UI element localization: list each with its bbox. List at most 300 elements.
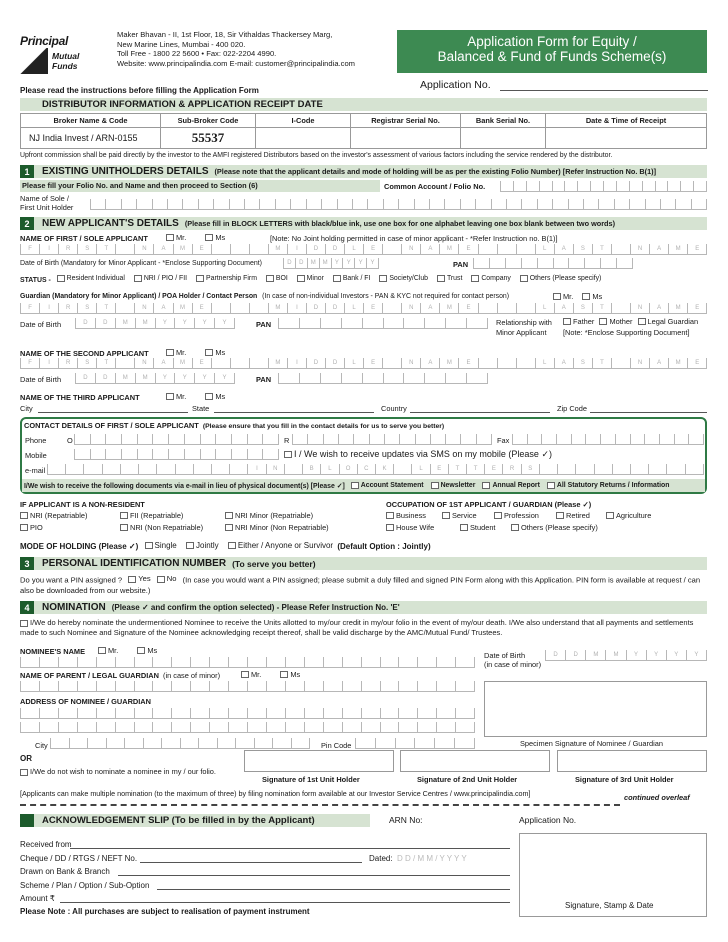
char-box: [255, 738, 274, 749]
char-box: C: [358, 464, 376, 475]
char-box: E: [459, 303, 478, 314]
nominee-ms-checkbox[interactable]: Ms: [137, 646, 157, 655]
ack-drawn-field[interactable]: [118, 875, 510, 876]
char-box: [231, 303, 250, 314]
char-box: L: [536, 303, 555, 314]
parent-name-field[interactable]: [20, 681, 475, 692]
char-box: [116, 681, 135, 692]
third-ms-checkbox[interactable]: Ms: [205, 392, 225, 401]
nominee-dob-field[interactable]: [545, 650, 707, 661]
distributor-heading: DISTRIBUTOR INFORMATION & APPLICATION RECEIPT DATE: [20, 98, 707, 111]
char-box: Y: [215, 373, 235, 384]
char-box: R: [59, 358, 78, 369]
char-box: E: [688, 303, 707, 314]
parent-mr-checkbox[interactable]: Mr.: [241, 670, 261, 679]
col-broker: Broker Name & Code: [21, 114, 161, 127]
char-box: I: [40, 303, 59, 314]
logo-mutual: Mutual: [52, 51, 80, 61]
char-box: M: [669, 303, 688, 314]
char-box: Y: [647, 650, 667, 661]
doc-newsletter[interactable]: Newsletter: [431, 482, 476, 489]
mobile-field[interactable]: [74, 449, 279, 460]
country-label: Country: [381, 404, 407, 413]
section-2-heading: 2 NEW APPLICANT'S DETAILS (Please fill in BLOCK LETTERS with black/blue ink, use one box for one alphabet leaving one box blank between two words): [20, 217, 707, 230]
status-partnership[interactable]: Partnership Firm: [196, 275, 257, 282]
char-box: [286, 722, 305, 733]
char-box: [40, 722, 59, 733]
char-box: D: [566, 650, 586, 661]
sig2-label: Signature of 2nd Unit Holder: [417, 775, 518, 784]
second-mr-checkbox[interactable]: Mr.: [166, 348, 186, 357]
char-box: D: [96, 373, 116, 384]
application-no-field[interactable]: [500, 90, 708, 91]
signature-box-3[interactable]: [557, 750, 707, 772]
rel-mother[interactable]: Mother: [599, 317, 632, 326]
ack-amount-field[interactable]: [60, 902, 510, 903]
char-box: R: [59, 303, 78, 314]
char-box: M: [440, 303, 459, 314]
char-box: I: [288, 303, 307, 314]
char-box: I: [40, 244, 59, 255]
char-box: M: [116, 373, 136, 384]
char-box: Y: [195, 373, 215, 384]
char-box: D: [307, 244, 326, 255]
ack-received-field[interactable]: [70, 848, 510, 849]
char-box: [343, 681, 362, 692]
char-box: [285, 464, 303, 475]
nominee-city-field[interactable]: [50, 738, 310, 749]
char-box: [286, 657, 305, 668]
char-box: N: [135, 303, 154, 314]
char-box: A: [154, 358, 173, 369]
company-address: [117, 30, 355, 68]
char-box: [218, 738, 237, 749]
multiple-nomination-note: [Applicants can make multiple nomination (to the maximum of three) by filing nomination form available at our Investor Service Centres / www.principalindia.com]: [20, 789, 531, 798]
char-box: N: [631, 244, 650, 255]
status-resident[interactable]: Resident Individual: [57, 275, 125, 282]
char-box: [172, 722, 191, 733]
char-box: D: [283, 258, 296, 269]
char-box: A: [421, 244, 440, 255]
char-box: [210, 722, 229, 733]
char-box: S: [574, 244, 593, 255]
nri-non-repatriable[interactable]: NRI (Non Repatriable): [120, 523, 203, 532]
char-box: [20, 722, 40, 733]
status-trust[interactable]: Trust: [437, 275, 462, 282]
char-box: D: [545, 650, 566, 661]
char-box: [286, 708, 305, 719]
sole-holder-name-field[interactable]: [90, 199, 707, 210]
char-box: [517, 244, 536, 255]
email-field[interactable]: [47, 464, 704, 475]
occ-others[interactable]: Others (Please specify): [511, 523, 598, 532]
nri-minor-repatriable[interactable]: NRI Minor (Repatriable): [225, 511, 313, 520]
char-box: [199, 738, 218, 749]
occ-housewife[interactable]: House Wife: [386, 523, 434, 532]
second-dob-label: Date of Birth: [20, 375, 62, 384]
char-box: [456, 722, 475, 733]
char-box: [558, 464, 576, 475]
char-box: [210, 657, 229, 668]
status-minor[interactable]: Minor: [297, 275, 324, 282]
rel-legal-guardian[interactable]: Legal Guardian: [638, 317, 699, 326]
char-box: [229, 681, 248, 692]
first-ms-checkbox[interactable]: Ms: [205, 233, 225, 242]
char-box: A: [421, 303, 440, 314]
char-box: M: [174, 244, 193, 255]
occ-service[interactable]: Service: [442, 511, 477, 520]
nominate-checkbox[interactable]: [20, 620, 28, 627]
specimen-signature-box[interactable]: [484, 681, 707, 737]
holding-either[interactable]: Either / Anyone or Survivor: [228, 541, 333, 550]
broker-value[interactable]: NJ India Invest / ARN-0155: [21, 128, 161, 148]
status-boi[interactable]: BOI: [266, 275, 288, 282]
char-box: D: [307, 303, 326, 314]
third-applicant-label: NAME OF THE THIRD APPLICANT: [20, 393, 140, 402]
guardian-ms-checkbox[interactable]: Ms: [582, 292, 602, 301]
char-box: [343, 722, 362, 733]
char-box: [649, 464, 667, 475]
ack-app-no-label: Application No.: [519, 815, 577, 825]
logo: [20, 34, 98, 76]
char-box: D: [96, 318, 116, 329]
char-box: M: [174, 358, 193, 369]
holding-single[interactable]: Single: [145, 541, 177, 550]
char-box: [88, 738, 107, 749]
char-box: [47, 464, 66, 475]
char-box: Y: [195, 318, 215, 329]
char-box: M: [269, 358, 288, 369]
nri-title: IF APPLICANT IS A NON-RESIDENT: [20, 500, 145, 509]
char-box: [84, 464, 102, 475]
occ-profession[interactable]: Profession: [494, 511, 539, 520]
second-applicant-name-field[interactable]: [20, 358, 707, 369]
char-box: I: [288, 244, 307, 255]
char-box: [70, 738, 89, 749]
char-box: [479, 244, 498, 255]
char-box: [20, 657, 40, 668]
ack-dated-label: Dated:: [369, 854, 393, 863]
phone-office-label: O: [67, 436, 73, 445]
char-box: [394, 464, 412, 475]
char-box: A: [650, 358, 669, 369]
guardian-dob-label: Date of Birth: [20, 320, 62, 329]
char-box: [135, 681, 154, 692]
holding-jointly[interactable]: Jointly: [186, 541, 219, 550]
nominee-name-field[interactable]: [20, 657, 475, 668]
char-box: N: [402, 244, 421, 255]
guardian-pan-field[interactable]: [278, 318, 488, 329]
guardian-mr-checkbox[interactable]: Mr.: [553, 292, 573, 301]
char-box: T: [593, 358, 612, 369]
char-box: [437, 657, 456, 668]
char-box: [157, 464, 175, 475]
first-dob-field[interactable]: [283, 258, 379, 269]
section-4-heading: 4 NOMINATION (Please ✓ and confirm the option selected) - Please Refer Instruction No. 'E': [20, 601, 707, 614]
char-box: T: [97, 244, 116, 255]
char-box: [191, 722, 210, 733]
ack-date-field[interactable]: D D / M M / Y Y Y Y: [397, 854, 467, 863]
char-box: [498, 303, 517, 314]
phone-res-field[interactable]: [292, 434, 492, 445]
signature-box-2[interactable]: [400, 750, 550, 772]
char-box: [40, 681, 59, 692]
occ-agriculture[interactable]: Agriculture: [606, 511, 651, 520]
char-box: [456, 708, 475, 719]
occ-student[interactable]: Student: [460, 523, 495, 532]
city-label: City: [20, 404, 33, 413]
char-box: T: [593, 244, 612, 255]
char-box: [78, 708, 97, 719]
char-box: [418, 708, 437, 719]
doc-statutory[interactable]: All Statutory Returns / Information: [547, 482, 670, 489]
ack-cheque-label: Cheque / DD / RTGS / NEFT No.: [20, 854, 138, 863]
char-box: [78, 681, 97, 692]
char-box: [381, 708, 400, 719]
char-box: [66, 464, 84, 475]
char-box: [517, 303, 536, 314]
char-box: M: [440, 358, 459, 369]
pin-no[interactable]: No: [157, 574, 177, 584]
char-box: Y: [687, 650, 707, 661]
char-box: [437, 708, 456, 719]
pin-yes[interactable]: Yes: [128, 574, 150, 584]
bank-serial-field[interactable]: [461, 128, 546, 148]
char-box: Y: [343, 258, 355, 269]
occ-business[interactable]: Business: [386, 511, 426, 520]
nri-minor-non-repatriable[interactable]: NRI Minor (Non Repatriable): [225, 523, 329, 532]
char-box: E: [193, 303, 212, 314]
first-applicant-name-field[interactable]: [20, 244, 707, 255]
char-box: [418, 657, 437, 668]
char-box: N: [135, 358, 154, 369]
char-box: [116, 303, 135, 314]
state-field[interactable]: [214, 412, 374, 413]
ack-received-label: Received from: [20, 840, 72, 849]
char-box: E: [688, 358, 707, 369]
char-box: Y: [156, 373, 176, 384]
char-box: Y: [667, 650, 687, 661]
char-box: [116, 657, 135, 668]
ack-heading: ACKNOWLEDGEMENT SLIP (To be filled in by the Applicant): [20, 814, 370, 827]
sig1-label: Signature of 1st Unit Holder: [262, 775, 360, 784]
char-box: M: [308, 258, 320, 269]
char-box: R: [503, 464, 521, 475]
char-box: O: [340, 464, 358, 475]
char-box: [250, 303, 269, 314]
char-box: [194, 464, 212, 475]
state-label: State: [192, 404, 210, 413]
signature-box-1[interactable]: [244, 750, 394, 772]
char-box: [97, 722, 116, 733]
char-box: [116, 722, 135, 733]
sole-holder-label: Name of Sole / First Unit Holder: [20, 194, 74, 212]
char-box: M: [320, 258, 332, 269]
char-box: E: [193, 358, 212, 369]
char-box: [437, 722, 456, 733]
char-box: [612, 244, 631, 255]
receipt-date-field[interactable]: [546, 128, 706, 148]
char-box: T: [467, 464, 485, 475]
registrar-field[interactable]: [351, 128, 461, 148]
char-box: T: [593, 303, 612, 314]
char-box: S: [78, 244, 97, 255]
char-box: E: [364, 303, 383, 314]
char-box: M: [669, 244, 688, 255]
char-box: [210, 681, 229, 692]
first-mr-checkbox[interactable]: Mr.: [166, 233, 186, 242]
ack-cheque-field[interactable]: [140, 862, 362, 863]
char-box: D: [326, 303, 345, 314]
char-box: [383, 358, 402, 369]
third-mr-checkbox[interactable]: Mr.: [166, 392, 186, 401]
nominee-mr-checkbox[interactable]: Mr.: [98, 646, 118, 655]
char-box: A: [650, 303, 669, 314]
char-box: M: [586, 650, 606, 661]
char-box: [229, 708, 248, 719]
char-box: [399, 708, 418, 719]
guardian-dob-field[interactable]: [75, 318, 235, 329]
country-field[interactable]: [410, 412, 550, 413]
second-pan-field[interactable]: [278, 373, 488, 384]
char-box: [576, 464, 594, 475]
char-box: Y: [367, 258, 379, 269]
doc-account-statement[interactable]: Account Statement: [351, 482, 424, 489]
char-box: [191, 681, 210, 692]
address-line: New Marine Lines, Mumbai - 400 020.: [117, 39, 246, 49]
char-box: [612, 303, 631, 314]
char-box: T: [449, 464, 467, 475]
ack-stamp-label: Signature, Stamp & Date: [565, 901, 654, 910]
first-pan-field[interactable]: [473, 258, 633, 269]
parent-ms-checkbox[interactable]: Ms: [280, 670, 300, 679]
char-box: [20, 708, 40, 719]
char-box: N: [402, 358, 421, 369]
char-box: [613, 464, 631, 475]
char-box: [612, 358, 631, 369]
specimen-label: Specimen Signature of Nominee / Guardian: [520, 739, 663, 748]
status-bank[interactable]: Bank / FI: [333, 275, 371, 282]
status-company[interactable]: Company: [471, 275, 511, 282]
guardian-row: Guardian (Mandatory for Minor Applicant) / POA Holder / Contact Person (In case of non-individual Investors - PAN & KYC not required for contact person): [20, 293, 510, 300]
char-box: [479, 303, 498, 314]
rel-father[interactable]: Father: [563, 317, 594, 326]
col-bank: Bank Serial No.: [461, 114, 546, 127]
address-line: Maker Bhavan - II, 1st Floor, 18, Sir Vithaldas Thackersey Marg,: [117, 30, 333, 39]
application-no-label: Application No.: [420, 79, 491, 91]
folio-number-field[interactable]: [500, 181, 707, 192]
nominee-pin-field[interactable]: [355, 738, 475, 749]
char-box: [305, 708, 324, 719]
occ-retired[interactable]: Retired: [556, 511, 590, 520]
doc-annual-report[interactable]: Annual Report: [482, 482, 539, 489]
char-box: [399, 681, 418, 692]
guardian-name-field[interactable]: [20, 303, 707, 314]
char-box: [176, 464, 194, 475]
char-box: [383, 244, 402, 255]
nominee-name-label: NOMINEE'S NAME: [20, 647, 85, 656]
ack-scheme-label: Scheme / Plan / Option / Sub-Option: [20, 881, 150, 890]
char-box: L: [345, 303, 364, 314]
char-box: [144, 738, 163, 749]
nri-repatriable[interactable]: NRI (Repatriable): [20, 511, 88, 520]
address-line: Website: www.principalindia.com E-mail: customer@principalindia.com: [117, 58, 355, 68]
fax-field[interactable]: [512, 434, 704, 445]
char-box: [172, 708, 191, 719]
char-box: S: [574, 303, 593, 314]
char-box: [40, 708, 59, 719]
icode-field[interactable]: [256, 128, 351, 148]
no-nominate-checkbox[interactable]: [20, 769, 28, 776]
char-box: [324, 681, 343, 692]
char-box: S: [574, 358, 593, 369]
status-others[interactable]: Others (Please specify): [520, 275, 602, 282]
phone-office-field[interactable]: [74, 434, 279, 445]
char-box: M: [136, 373, 156, 384]
char-box: A: [555, 358, 574, 369]
char-box: [97, 681, 116, 692]
char-box: D: [326, 244, 345, 255]
second-applicant-label: NAME OF THE SECOND APPLICANT: [20, 349, 149, 358]
char-box: [181, 738, 200, 749]
guardian-pan-label: PAN: [256, 320, 272, 329]
char-box: [517, 358, 536, 369]
char-box: [125, 738, 144, 749]
char-box: F: [20, 358, 40, 369]
char-box: [59, 657, 78, 668]
pio[interactable]: PIO: [20, 523, 43, 532]
parent-row: NAME OF PARENT / LEGAL GUARDIAN (in case of minor): [20, 671, 221, 680]
status-society[interactable]: Society/Club: [379, 275, 428, 282]
char-box: T: [97, 358, 116, 369]
char-box: Y: [215, 318, 235, 329]
char-box: [135, 657, 154, 668]
docs-label: I/We wish to receive the following documents via e-mail in lieu of physical document(s) [Please ✓]: [24, 482, 345, 490]
ack-note: Please Note : All purchases are subject to realisation of payment instrument: [20, 907, 310, 916]
char-box: [418, 681, 437, 692]
ack-scheme-field[interactable]: [157, 889, 510, 890]
char-box: M: [440, 244, 459, 255]
char-box: [267, 722, 286, 733]
char-box: [267, 657, 286, 668]
char-box: [381, 722, 400, 733]
nominee-dob-label: Date of Birth (in case of minor): [484, 651, 542, 669]
char-box: [121, 464, 139, 475]
char-box: [631, 464, 649, 475]
char-box: [248, 708, 267, 719]
fii-repatriable[interactable]: FII (Repatriable): [120, 511, 183, 520]
char-box: [362, 722, 381, 733]
char-box: [212, 244, 231, 255]
second-dob-field[interactable]: [75, 373, 235, 384]
char-box: [153, 722, 172, 733]
address-field-1[interactable]: [20, 708, 475, 719]
char-box: B: [303, 464, 321, 475]
ack-arn-label: ARN No:: [389, 815, 423, 825]
zip-field[interactable]: [590, 412, 707, 413]
sub-broker-value[interactable]: 55537: [161, 128, 256, 148]
status-nri[interactable]: NRI / PIO / FII: [134, 275, 187, 282]
city-field[interactable]: [38, 412, 188, 413]
second-ms-checkbox[interactable]: Ms: [205, 348, 225, 357]
sms-checkbox[interactable]: I / We wish to receive updates via SMS on my mobile (Please ✓): [284, 449, 552, 460]
char-box: [172, 681, 191, 692]
ack-drawn-label: Drawn on Bank & Branch: [20, 867, 110, 876]
char-box: N: [267, 464, 285, 475]
email-label: e-mail: [25, 466, 46, 475]
address-field-2[interactable]: [20, 722, 475, 733]
char-box: [248, 722, 267, 733]
